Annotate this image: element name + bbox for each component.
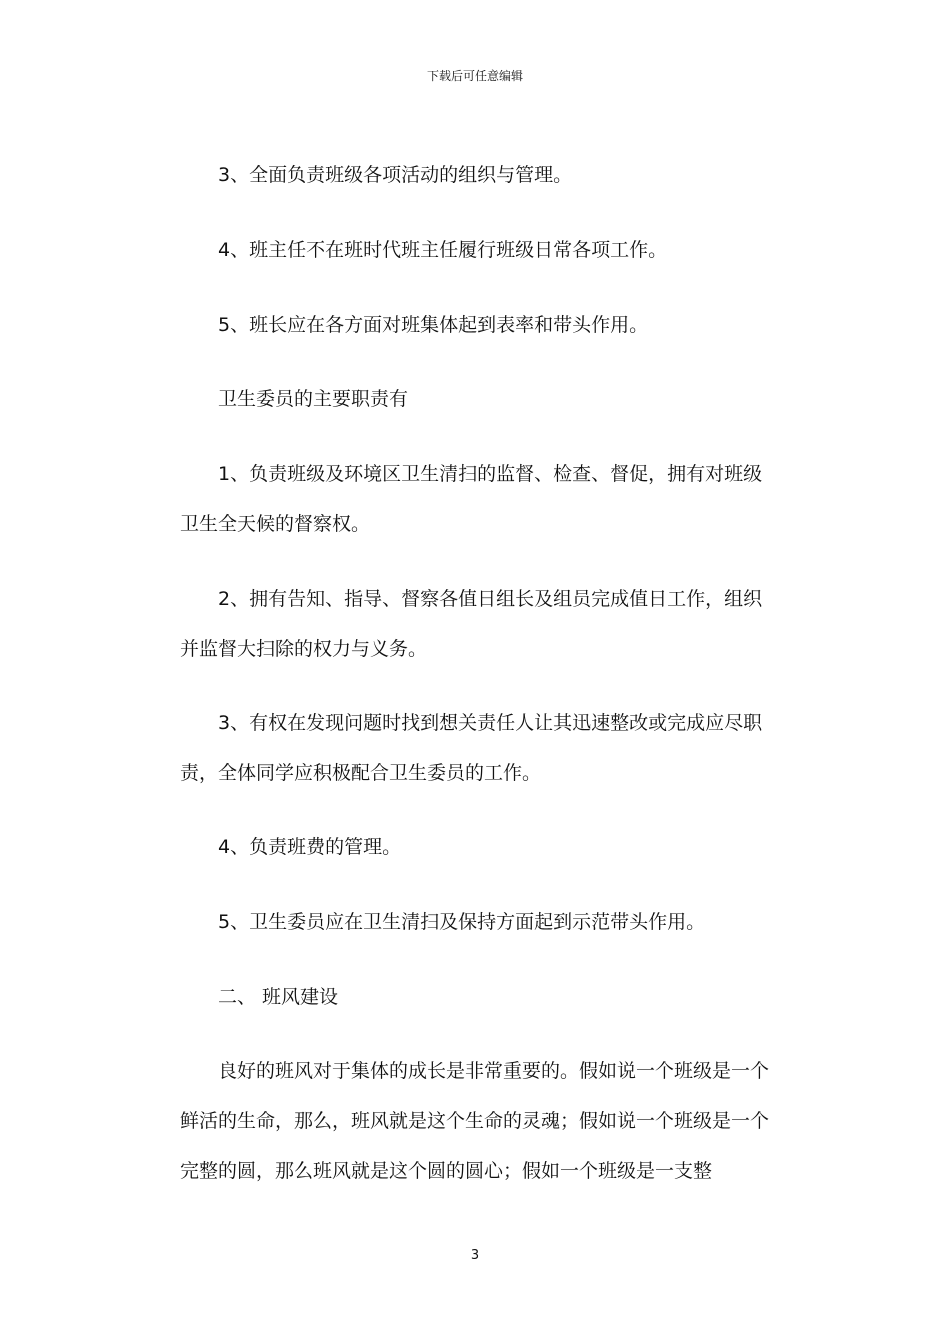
paragraph-hygiene-5: 5、卫生委员应在卫生清扫及保持方面起到示范带头作用。 [218,911,706,933]
paragraph-hygiene-4: 4、负责班费的管理。 [218,836,402,858]
section-heading-hygiene: 卫生委员的主要职责有 [218,388,409,410]
paragraph-duty-3: 3、全面负责班级各项活动的组织与管理。 [218,164,573,186]
paragraph-duty-4: 4、班主任不在班时代班主任履行班级日常各项工作。 [218,239,668,261]
paragraph-hygiene-1: 1、负责班级及环境区卫生清扫的监督、检查、督促，拥有对班级卫生全天候的督察权。 [180,463,763,535]
paragraph-hygiene-2: 2、拥有告知、指导、督察各值日组长及组员完成值日工作，组织并监督大扫除的权力与义务。 [180,588,763,660]
section-heading-class-style: 二、 班风建设 [218,986,339,1008]
paragraph-duty-5: 5、班长应在各方面对班集体起到表率和带头作用。 [218,314,649,336]
paragraph-class-style: 良好的班风对于集体的成长是非常重要的。假如说一个班级是一个鲜活的生命，那么，班风就是这个生命的灵魂；假如说一个班级是一个完整的圆，那么班风就是这个圆的圆心；假如一个班级是一支整 [180,1060,770,1182]
paragraph-hygiene-3: 3、有权在发现问题时找到想关责任人让其迅速整改或完成应尽职责，全体同学应积极配合卫生委员的工作。 [180,712,763,784]
page-number: 3 [470,1248,480,1263]
page-header: 下载后可任意编辑 [426,69,523,83]
